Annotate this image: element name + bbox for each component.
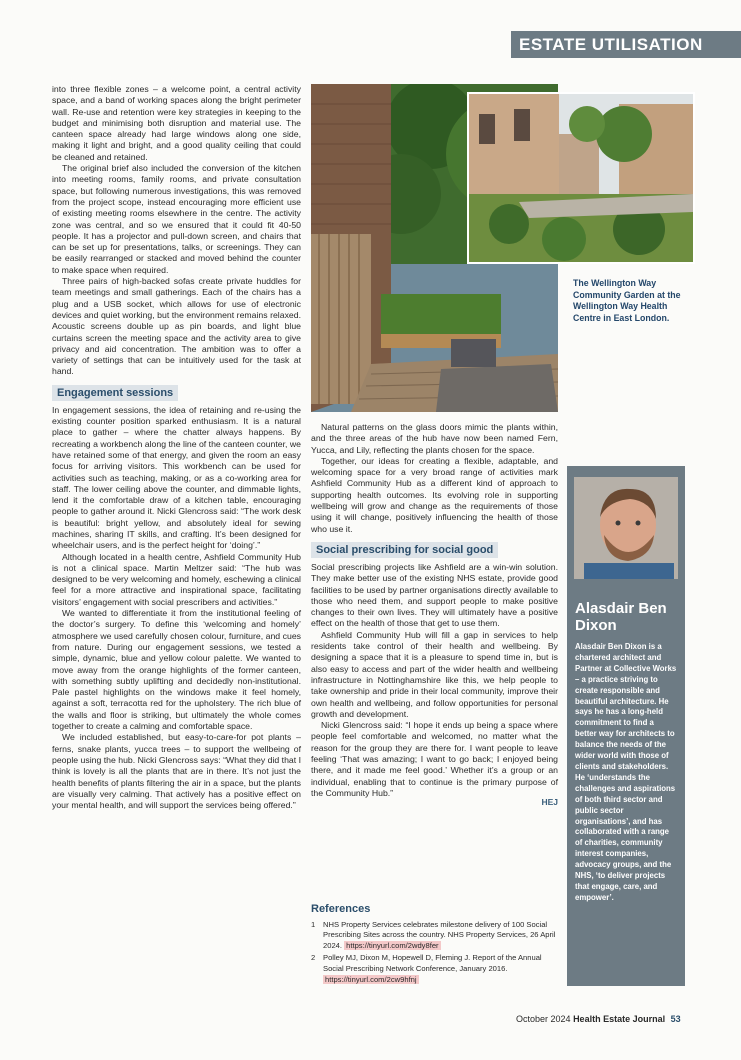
page-footer	[516, 1014, 681, 1024]
paragraph: We included established, but easy-to-care-for pot plants – ferns, snake plants, yucca trees – to support the wellbeing of people using the hub. Nicki Glencross says: “What they did that I think is lovely is all the plants that are in there. It’s not just the health benefits of plants filtering the air in a space, but the plants are visually very calming. That actively has a positive effect on your mental health, and will support the services being offered.”	[52, 732, 301, 811]
hej-sign-off: HEJ	[541, 797, 558, 808]
section-heading: Social prescribing for social good	[311, 542, 498, 558]
references	[311, 904, 558, 987]
paragraph: Social prescribing projects like Ashfield are a win-win solution. They make better use of the existing NHS estate, provide good facilities to be used by partner organisations directly available to those who need them, and support people to make positive changes to their own lives. They will ultimately have a positive effect on the health of those that get to use them.	[311, 561, 558, 629]
paragraph: We wanted to differentiate it from the institutional feeling of the doctor’s surgery. To define this ‘welcoming and homely’ atmosphere we used carefully chosen colour, furniture, and cues from nature. During our engagement sessions, we tested a simple, dynamic, blue and yellow colour palette. We wanted to move away from the orange highlights of the former canteen, with something subtly uplifting and decidedly non-institutional. Pale pastel highlights on the windows make it feel homely, against a soft, terracotta red for the upholstery. The rich blue of the walls and floor is striking, but ultimately the whole comes together to create a calming and comfortable space.	[52, 608, 301, 732]
reference-link[interactable]: https://tinyurl.com/2cw9hfnj	[325, 974, 417, 984]
page-number: 53	[670, 1014, 681, 1024]
photo-caption: The Wellington Way Community Garden at the Wellington Way Health Centre in East London.	[573, 278, 681, 323]
reference-item: 2 Polley MJ, Dixon M, Hopewell D, Fleming J. Report of the Annual Social Prescribing Network Conference, January 2016. https://tinyurl.com/2cw9hfnj	[311, 953, 542, 984]
reference-item: 1 NHS Property Services celebrates milestone delivery of 100 Social Prescribing Sites across the country. NHS Property Services, 26 April 2024. https://tinyurl.com/2wdy8fer	[311, 919, 556, 950]
paragraph: Natural patterns on the glass doors mimic the plants within, and the three areas of the hub have now been named Fern, Yucca, and Lily, reflecting the plants chosen for the space.	[311, 422, 558, 455]
paragraph: Although located in a health centre, Ashfield Community Hub is not a clinical space. Martin Meltzer said: “The hub was designed to be very welcoming and homely, eschewing a clinical feel for a more attractive and inspirational space, facilitating visitors’ engagement with social prescribers and activities.”	[52, 551, 301, 607]
paragraph: Nicki Glencross said: “I hope it ends up being a space where people feel comfortable and welcomed, no matter what the reason for the group they are there for. I want people to leave feeling ‘That was amazing; I want to go back; I enjoyed being there, and it made me feel good.’ Whether it’s a group or an individual, enabling that to continue is the primary purpose of the Community Hub.”	[311, 720, 558, 798]
section-banner: ESTATE UTILISATION	[511, 31, 741, 58]
article-column-2	[311, 422, 558, 809]
author-bio-text: Alasdair Ben Dixon is a chartered architect and Partner at Collective Works – a practice striving to create responsible and beautiful architecture. He says he has a long-held commitment to find a better way for architects to balance the needs of the wider world with those of clients and stakeholders. He ‘understands the challenges and aspirations of both third sector and public sector organisations’, and has collaborated with a range of charities, community interest companies, advocacy groups, and the NHS, ‘to deliver projects that engage, care, and empower’.	[575, 642, 677, 902]
paragraph: Three pairs of high-backed sofas create private huddles for team meetings and small gatherings. Each of the chairs has a plug and a USB socket, which allows for use of electronic devices and quiet working, but the environment remains relaxed. Acoustic screens double up as pin boards, and light blue curtains screen the meeting space and the activity area to give privacy and aid concentration. The ambition was to offer a variety of settings that can be intuitively used for the task at hand.	[52, 276, 301, 377]
paragraph: into three flexible zones – a welcome point, a central activity space, and a band of working spaces along the bright perimeter wall. Re-use and retention were key strategies in keeping to the budget and minimising both disruption and material use. The canteen space already had large windows along one side, making it light and bright, and a good quality ceiling that could be cleaned and retained.	[52, 84, 301, 162]
paragraph: In engagement sessions, the idea of retaining and re-using the existing counter position sparked enthusiasm. It is a natural place to gather – where the chatter always happens. By recreating a workbench along the line of the canteen counter, we have retained some of that energy, and given the room an easy focus for arriving visitors. This workbench can be used for activities such as teaching, making, or as a co-working area for staff. The lower ceiling above the counter, and dimmable lights, lend it the comfortable draw of a kitchen table, encouraging people to gather around it. Nicki Glencross said: “The work desk is beautiful: bright yellow, and absolutely ideal for sewing machines, sharing IT skills, and crafting. It’s been designed for wheelchair users, and is the perfect height for ‘doing’.”	[52, 404, 301, 551]
paragraph: Together, our ideas for creating a flexible, adaptable, and welcoming space for a very broad range of activities mark Ashfield Community Hub as a different kind of approach to supporting health outcomes. Its evolving role in supporting wellbeing will grow and change as the requirements of those using it will change, positively influencing the health of those who use it.	[311, 455, 558, 534]
journal-name: Health Estate Journal	[573, 1014, 666, 1024]
paragraph: The original brief also included the conversion of the kitchen into meeting rooms, family rooms, and private consultation space, but following numerous investigations, this was removed from the project scope, instead encouraging more efficient use of existing meeting rooms elsewhere in the centre. The activity zone was central, and so we ensured that it could fit 40-50 people. It has a projector and pull-down screen, and chairs that can be set up for presentations, talks, or screenings. They can be easily rearranged or stacked and moved behind the counter to make space when required.	[52, 163, 301, 275]
references-heading: References	[311, 903, 371, 915]
reference-link[interactable]: https://tinyurl.com/2wdy8fer	[346, 940, 439, 950]
author-portrait	[574, 477, 678, 579]
article-column-1	[52, 84, 301, 811]
section-heading: Engagement sessions	[52, 385, 178, 401]
garden-photo-inset	[467, 92, 695, 264]
paragraph: Ashfield Community Hub will fill a gap in services to help residents take control of their health and wellbeing. By designing a space that it is a pleasure to spend time in, but is also easy to access and part of the wider health and wellbeing infrastructure in Nottinghamshire like this, we help people to take ownership and pride in their local community, improve their own health and wellbeing, and follow opportunities for personal growth and development.	[311, 629, 558, 719]
issue-date: October 2024	[516, 1014, 571, 1024]
author-name: Alasdair Ben Dixon	[575, 600, 667, 634]
